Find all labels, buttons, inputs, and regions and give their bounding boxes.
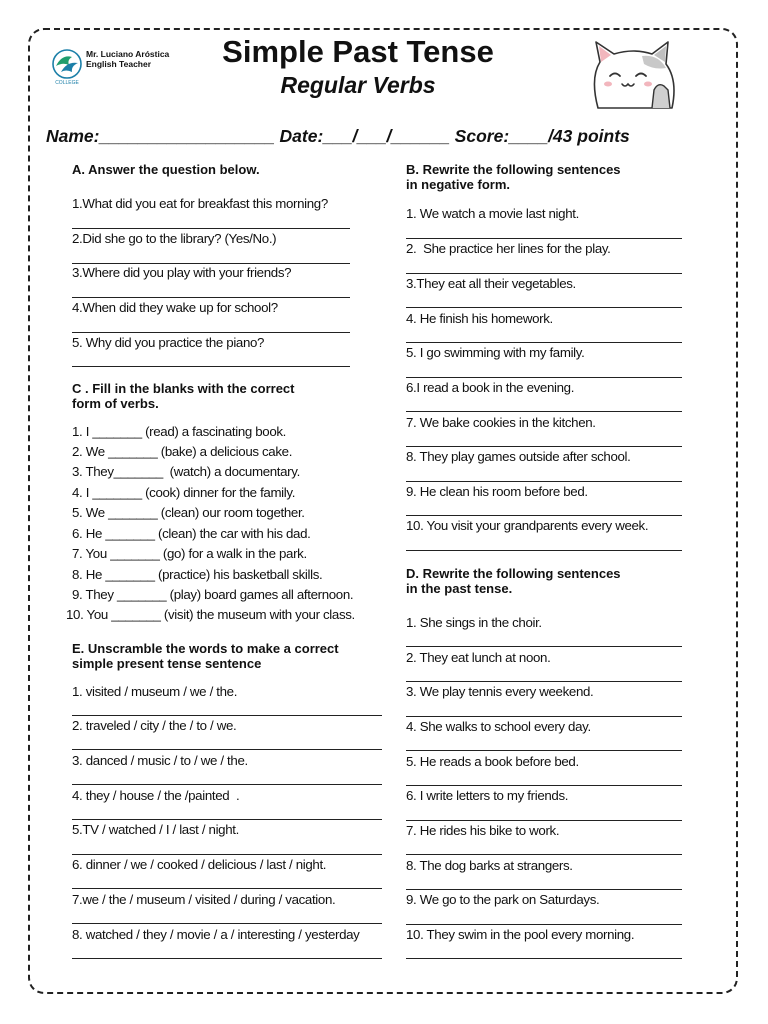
section-c-item: 4. I _______ (cook) dinner for the family. [72,485,296,500]
section-e-item: 8. watched / they / movie / a / interesting / yesterday [72,927,360,942]
answer-line[interactable] [406,377,682,378]
section-d-item: 8. The dog barks at strangers. [406,858,573,873]
section-c-title: C . Fill in the blanks with the correct form of verbs. [72,381,295,411]
section-c-item: 8. He _______ (practice) his basketball skills. [72,567,323,582]
section-d-item: 3. We play tennis every weekend. [406,684,594,699]
answer-line[interactable] [72,784,382,785]
section-c-item: 5. We _______ (clean) our room together. [72,505,305,520]
section-b-item: 6.I read a book in the evening. [406,380,575,395]
answer-line[interactable] [72,366,350,367]
section-c-item: 6. He _______ (clean) the car with his dad. [72,526,311,541]
section-a-item: 5. Why did you practice the piano? [72,335,265,350]
section-c-item: 7. You _______ (go) for a walk in the park. [72,546,307,561]
section-d-item: 6. I write letters to my friends. [406,788,569,803]
answer-line[interactable] [72,819,382,820]
section-d-item: 7. He rides his bike to work. [406,823,560,838]
section-d-item: 5. He reads a book before bed. [406,754,579,769]
answer-line[interactable] [72,749,382,750]
answer-line[interactable] [406,750,682,751]
answer-line[interactable] [72,958,382,959]
answer-line[interactable] [406,411,682,412]
answer-line[interactable] [406,446,682,447]
logo-text: COLLEGE [55,80,79,86]
section-a-item: 4.When did they wake up for school? [72,300,278,315]
answer-line[interactable] [406,889,682,890]
section-c-item: 10. You _______ (visit) the museum with your class. [66,607,355,622]
answer-line[interactable] [406,716,682,717]
section-e-item: 7.we / the / museum / visited / during / vacation. [72,892,336,907]
section-b-item: 2. She practice her lines for the play. [406,241,611,256]
section-e-title: E. Unscramble the words to make a correct simple present tense sentence [72,641,339,671]
section-d-item: 2. They eat lunch at noon. [406,650,551,665]
answer-line[interactable] [72,923,382,924]
section-a-item: 3.Where did you play with your friends? [72,265,292,280]
section-b-item: 9. He clean his room before bed. [406,484,588,499]
section-e-item: 1. visited / museum / we / the. [72,684,238,699]
section-b-item: 7. We bake cookies in the kitchen. [406,415,596,430]
section-d-title: D. Rewrite the following sentences in the past tense. [406,566,621,596]
page-subtitle: Regular Verbs [280,72,436,98]
section-d-item: 9. We go to the park on Saturdays. [406,892,600,907]
answer-line[interactable] [406,273,682,274]
section-b-item: 3.They eat all their vegetables. [406,276,576,291]
section-c-item: 3. They_______ (watch) a documentary. [72,464,300,479]
section-e-item: 4. they / house / the /painted . [72,788,240,803]
section-a-item: 1.What did you eat for breakfast this morning? [72,196,328,211]
section-d-item: 1. She sings in the choir. [406,615,542,630]
section-a-title: A. Answer the question below. [72,162,260,177]
section-c-item: 2. We _______ (bake) a delicious cake. [72,444,293,459]
answer-line[interactable] [406,681,682,682]
answer-line[interactable] [406,238,682,239]
answer-line[interactable] [406,515,682,516]
answer-line[interactable] [406,820,682,821]
answer-line[interactable] [406,785,682,786]
section-e-item: 5.TV / watched / I / last / night. [72,822,239,837]
answer-line[interactable] [406,854,682,855]
section-e-item: 3. danced / music / to / we / the. [72,753,248,768]
page-title: Simple Past Tense [222,34,494,69]
section-b-item: 4. He finish his homework. [406,311,553,326]
answer-line[interactable] [72,263,350,264]
answer-line[interactable] [406,481,682,482]
section-b-title: B. Rewrite the following sentences in negative form. [406,162,621,192]
section-b-item: 10. You visit your grandparents every week. [406,518,649,533]
teacher-role: English Teacher [86,59,152,69]
section-b-item: 1. We watch a movie last night. [406,206,579,221]
answer-line[interactable] [72,332,350,333]
answer-line[interactable] [406,924,682,925]
answer-line[interactable] [72,715,382,716]
student-info-line: Name:__________________ Date:___/___/______ Score:____/43 points [46,126,630,146]
answer-line[interactable] [406,958,682,959]
answer-line[interactable] [406,342,682,343]
cat-illustration-icon [588,38,680,110]
section-a-item: 2.Did she go to the library? (Yes/No.) [72,231,277,246]
answer-line[interactable] [72,297,350,298]
answer-line[interactable] [72,854,382,855]
section-b-item: 5. I go swimming with my family. [406,345,585,360]
section-b-item: 8. They play games outside after school. [406,449,631,464]
answer-line[interactable] [406,646,682,647]
answer-line[interactable] [406,307,682,308]
answer-line[interactable] [72,888,382,889]
section-e-item: 6. dinner / we / cooked / delicious / last / night. [72,857,327,872]
answer-line[interactable] [406,550,682,551]
teacher-name: Mr. Luciano Aróstica [86,49,170,59]
section-c-item: 9. They _______ (play) board games all afternoon. [72,587,354,602]
section-e-item: 2. traveled / city / the / to / we. [72,718,237,733]
section-c-item: 1. I _______ (read) a fascinating book. [72,424,287,439]
section-d-item: 10. They swim in the pool every morning. [406,927,635,942]
section-d-item: 4. She walks to school every day. [406,719,591,734]
answer-line[interactable] [72,228,350,229]
